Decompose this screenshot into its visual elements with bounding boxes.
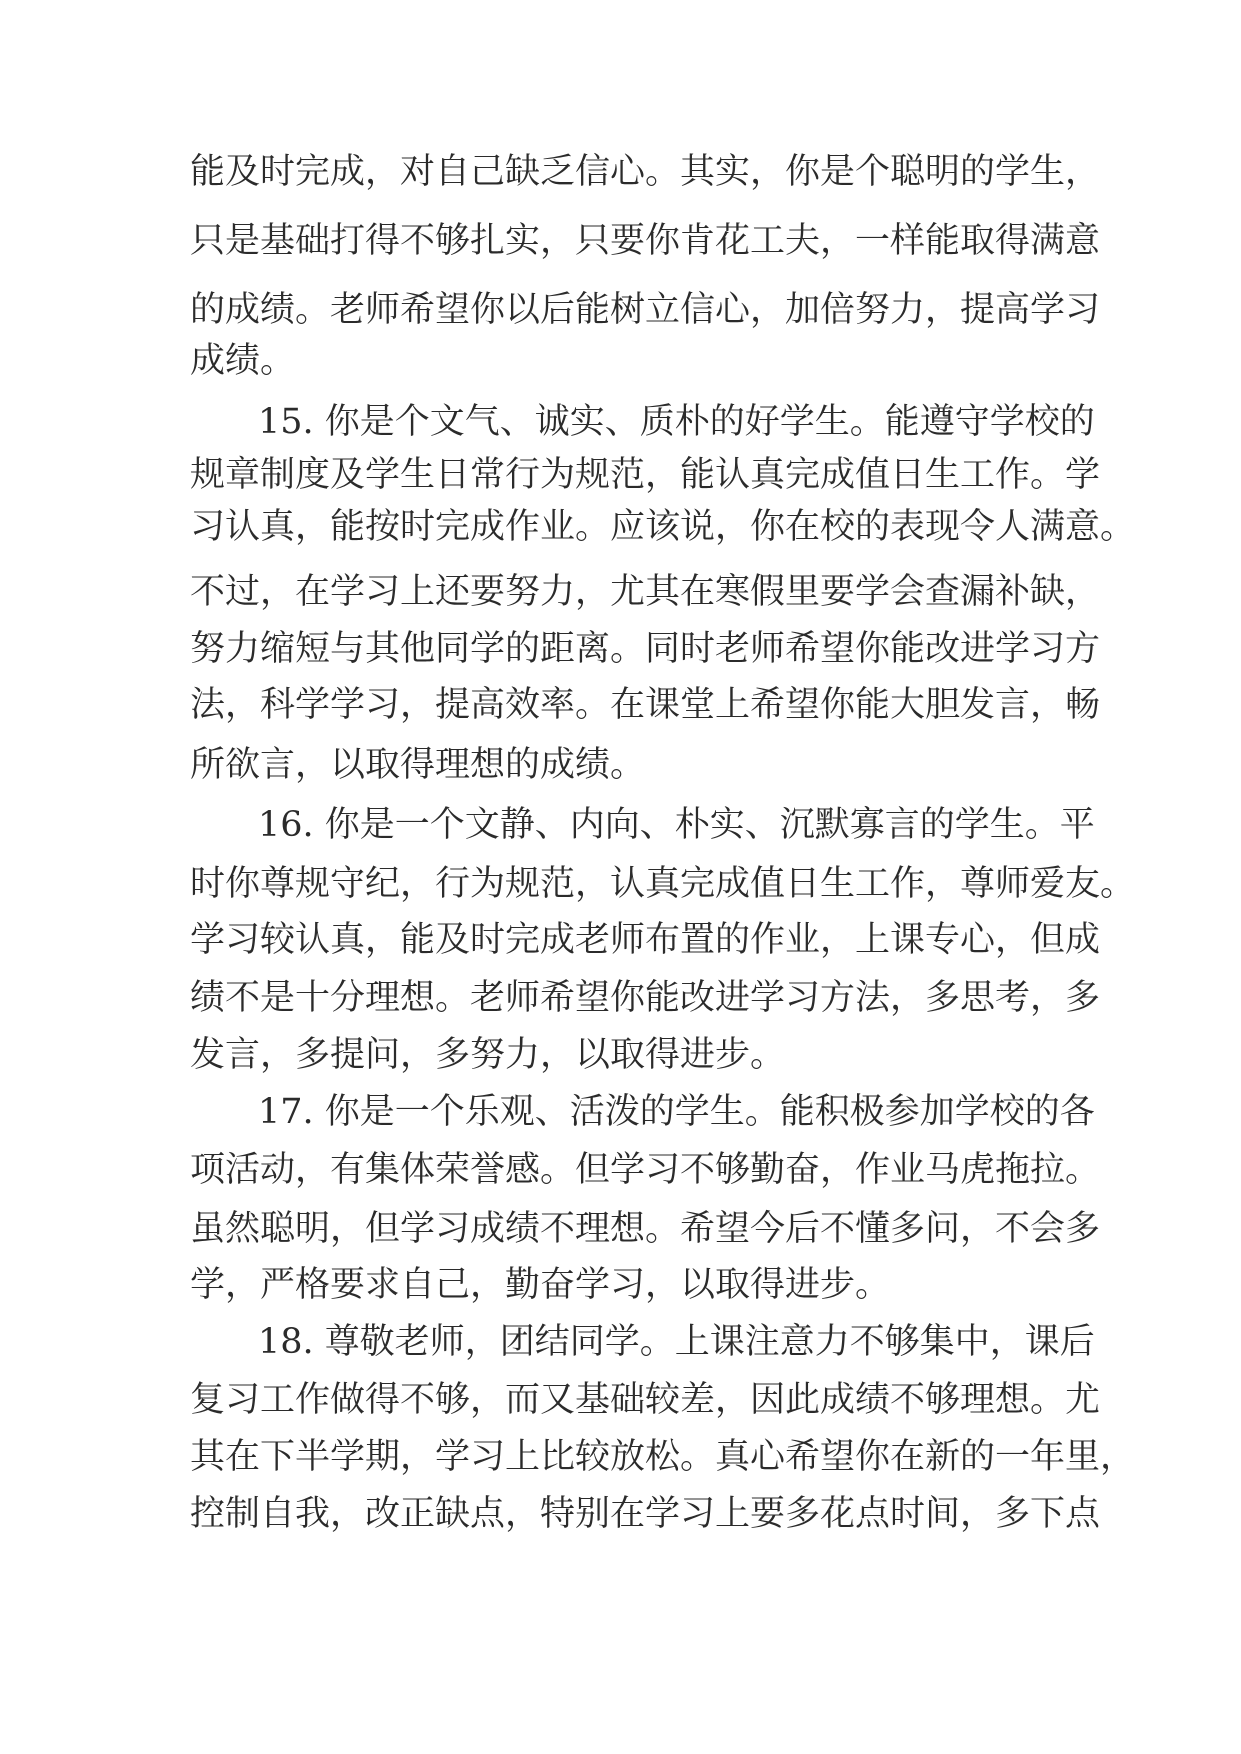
text-line: 18. 尊敬老师，团结同学。上课注意力不够集中，课后 [258,1322,1095,1362]
text-line: 成绩。 [190,341,296,381]
text-line: 16. 你是一个文静、内向、朴实、沉默寡言的学生。平 [258,805,1095,845]
text-line: 学习较认真，能及时完成老师布置的作业，上课专心，但成 [190,920,1101,960]
text-line: 17. 你是一个乐观、活泼的学生。能积极参加学校的各 [258,1092,1095,1132]
text-line: 虽然聪明，但学习成绩不理想。希望今后不懂多问，不会多 [190,1209,1101,1249]
text-line: 复习工作做得不够，而又基础较差，因此成绩不够理想。尤 [190,1380,1101,1420]
text-line: 绩不是十分理想。老师希望你能改进学习方法，多思考，多 [190,978,1101,1018]
text-line: 发言，多提问，多努力，以取得进步。 [190,1035,786,1075]
text-line: 控制自我，改正缺点，特别在学习上要多花点时间，多下点 [190,1494,1101,1534]
text-line: 规章制度及学生日常行为规范，能认真完成值日生工作。学 [190,455,1101,495]
text-line: 法，科学学习，提高效率。在课堂上希望你能大胆发言，畅 [190,685,1101,725]
text-line: 努力缩短与其他同学的距离。同时老师希望你能改进学习方 [190,629,1101,669]
text-line: 学，严格要求自己，勤奋学习，以取得进步。 [190,1265,891,1305]
text-line: 项活动，有集体荣誉感。但学习不够勤奋，作业马虎拖拉。 [190,1150,1101,1190]
text-line: 的成绩。老师希望你以后能树立信心，加倍努力，提高学习 [190,290,1101,330]
text-line: 所欲言，以取得理想的成绩。 [190,745,646,785]
text-line: 能及时完成，对自己缺乏信心。其实，你是个聪明的学生， [190,152,1101,192]
text-line: 只是基础打得不够扎实，只要你肯花工夫，一样能取得满意 [190,221,1101,261]
text-line: 时你尊规守纪，行为规范，认真完成值日生工作，尊师爱友。 [190,864,1136,904]
text-line: 15. 你是个文气、诚实、质朴的好学生。能遵守学校的 [258,402,1095,442]
text-line: 不过，在学习上还要努力，尤其在寒假里要学会查漏补缺， [190,572,1101,612]
text-line: 习认真，能按时完成作业。应该说，你在校的表现令人满意。 [190,507,1136,547]
text-line: 其在下半学期，学习上比较放松。真心希望你在新的一年里， [190,1437,1136,1477]
